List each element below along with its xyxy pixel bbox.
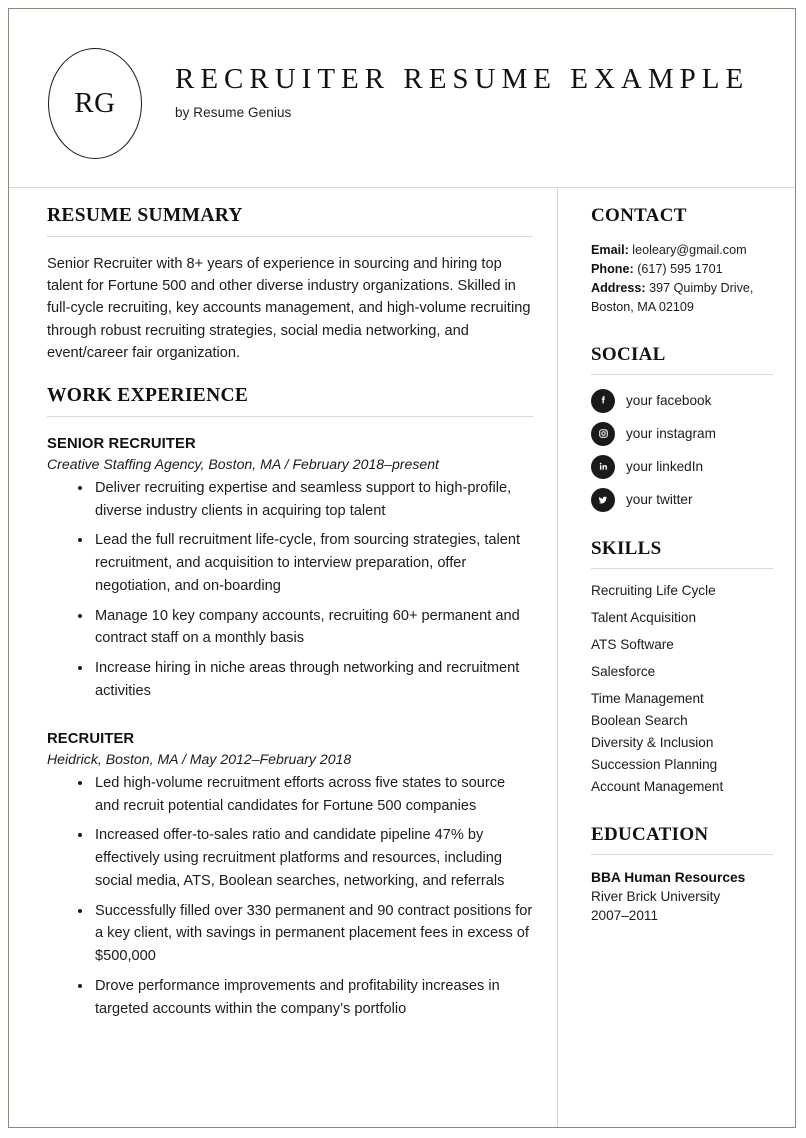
section-resume-summary	[47, 205, 533, 364]
main-column	[9, 188, 558, 1127]
list-item: Manage 10 key company accounts, recruiting 60+ permanent and contract staff on a monthly basis	[78, 605, 533, 651]
education-entry	[591, 870, 773, 923]
job-entry	[47, 731, 533, 1021]
social-links-list	[591, 389, 773, 512]
contact-address	[591, 279, 773, 298]
education-school: River Brick University	[591, 888, 721, 904]
list-item: Time Management	[591, 690, 704, 706]
contact-address-line2: Boston, MA 02109	[591, 299, 694, 314]
list-item: Boolean Search	[591, 712, 688, 728]
section-heading-social: SOCIAL	[591, 343, 666, 365]
social-link-instagram[interactable]	[591, 422, 773, 446]
linkedin-icon	[591, 455, 615, 479]
byline: by Resume Genius	[175, 104, 292, 120]
list-item: Succession Planning	[591, 756, 718, 772]
facebook-icon	[591, 389, 615, 413]
social-link-facebook[interactable]	[591, 389, 773, 413]
list-item: Deliver recruiting expertise and seamless support to high-profile, diverse industry clients in acquiring top talent	[78, 477, 533, 523]
job-title: RECRUITER	[47, 730, 135, 747]
instagram-icon	[591, 422, 615, 446]
section-heading-summary: RESUME SUMMARY	[47, 205, 243, 226]
section-contact	[591, 205, 773, 317]
social-link-linkedin[interactable]	[591, 455, 773, 479]
section-divider	[47, 236, 533, 237]
list-item: Successfully filled over 330 permanent and 90 contract positions for a key client, with savings in permanent placement fees in excess of $500,000	[78, 900, 533, 968]
contact-details	[591, 241, 773, 317]
job-entry	[47, 436, 533, 703]
social-link-label: your facebook	[626, 393, 712, 409]
list-item: Increase hiring in niche areas through networking and recruitment activities	[78, 657, 533, 703]
page-title: RECRUITER RESUME EXAMPLE	[175, 63, 750, 95]
job-bullet-list	[47, 772, 533, 1021]
logo-initials: RG	[74, 87, 116, 119]
section-divider	[591, 568, 773, 569]
section-social	[591, 344, 773, 512]
list-item: Recruiting Life Cycle	[591, 582, 716, 598]
list-item: ATS Software	[591, 636, 674, 652]
sidebar-column	[559, 188, 796, 1127]
section-divider	[47, 416, 533, 417]
section-divider	[591, 374, 773, 375]
skills-list	[591, 583, 773, 794]
section-divider	[591, 854, 773, 855]
list-item: Salesforce	[591, 663, 656, 679]
contact-email-label: Email:	[591, 243, 629, 257]
contact-phone-value: (617) 595 1701	[637, 261, 723, 276]
resume-page	[8, 8, 796, 1128]
list-item: Account Management	[591, 778, 724, 794]
contact-phone-label: Phone:	[591, 261, 634, 276]
summary-text: Senior Recruiter with 8+ years of experience in sourcing and hiring top talent for Fortune 500 and other diverse industry organizations. Skilled in full-cycle recruiting, key accounts management, and high-volume recruiting through robust recruiting strategies, social media networking, and event/career fair organization.	[47, 256, 531, 361]
section-education	[591, 824, 773, 923]
resume-body	[9, 188, 795, 1127]
list-item: Diversity & Inclusion	[591, 734, 714, 750]
section-heading-contact: CONTACT	[591, 205, 687, 226]
section-heading-skills: SKILLS	[591, 537, 662, 559]
social-link-twitter[interactable]	[591, 488, 773, 512]
contact-address-value: 397 Quimby Drive,	[649, 280, 754, 295]
section-skills	[591, 538, 773, 794]
education-years: 2007–2011	[591, 907, 659, 923]
twitter-icon	[591, 488, 615, 512]
section-heading-education: EDUCATION	[591, 823, 709, 845]
job-meta: Heidrick, Boston, MA / May 2012–February 2018	[47, 750, 352, 767]
list-item: Talent Acquisition	[591, 609, 697, 625]
social-link-label: your linkedIn	[626, 459, 704, 475]
social-link-label: your twitter	[626, 492, 693, 508]
section-work-experience	[47, 385, 533, 1021]
social-link-label: your instagram	[626, 426, 716, 442]
contact-address-label: Address:	[591, 280, 646, 295]
header-title-group	[175, 64, 749, 120]
education-degree: BBA Human Resources	[591, 869, 746, 885]
brand-logo	[48, 48, 142, 159]
job-bullet-list	[47, 477, 533, 703]
job-meta: Creative Staffing Agency, Boston, MA / February 2018–present	[47, 455, 439, 472]
contact-email	[591, 241, 773, 260]
contact-email-value: leoleary@gmail.com	[632, 243, 747, 257]
list-item: Lead the full recruitment life-cycle, from sourcing strategies, talent recruitment, and acquisition to interview preparation, offer negotiation, and on-boarding	[78, 529, 533, 597]
page-header	[9, 9, 795, 188]
job-title: SENIOR RECRUITER	[47, 435, 196, 452]
contact-phone	[591, 260, 773, 279]
list-item: Increased offer-to-sales ratio and candidate pipeline 47% by effectively using recruitment platforms and resources, including social media, ATS, Boolean searches, networking, and referrals	[78, 824, 533, 892]
list-item: Drove performance improvements and profitability increases in targeted accounts within the company’s portfolio	[78, 975, 533, 1021]
list-item: Led high-volume recruitment efforts across five states to source and recruit potential candidates for Fortune 500 companies	[78, 772, 533, 818]
section-heading-work-experience: WORK EXPERIENCE	[47, 384, 249, 406]
